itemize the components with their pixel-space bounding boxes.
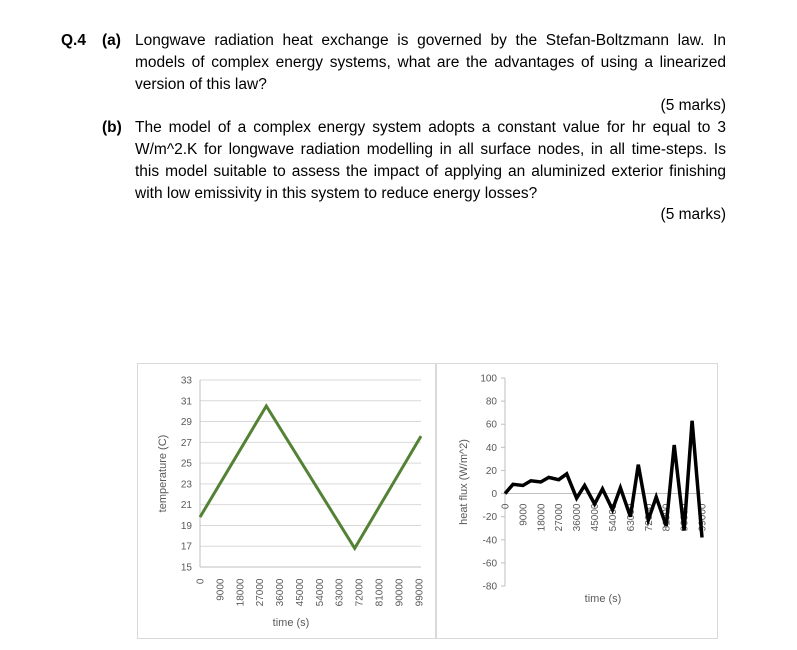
temperature-chart-ytick-label: 21 [180,500,192,512]
temperature-chart-ytick-label: 27 [180,437,192,449]
temperature-chart-xtick-label: 81000 [374,578,386,607]
temperature-chart-series-line [200,406,421,548]
part-a-text: Longwave radiation heat exchange is governed by the Stefan-Boltzmann law. In models of complex energy systems, what are the advantages of using a linearized version of this law? [135,32,726,93]
part-b-text: The model of a complex energy system adopts a constant value for hr equal to 3 W/m^2.K for longwave radiation modelling in all surface nodes, in all time-steps. Is this model suitable to assess the impact of applying an aluminized exterior finishing with low emissivity in this system to reduce energy losses? [135,119,726,202]
temperature-chart-xtick-label: 90000 [394,578,406,607]
temperature-chart-ytick-label: 23 [180,479,192,491]
part-b-label: (b) [102,119,122,136]
temperature-chart-xtick-label: 99000 [414,578,426,607]
heat-flux-chart-ytick-label: 40 [485,442,497,454]
temperature-chart-ytick-label: 25 [180,458,192,470]
temperature-chart-xtick-label: 27000 [255,578,267,607]
heat-flux-chart-ytick-label: -20 [482,512,497,524]
temperature-chart-xtick-label: 9000 [215,578,227,601]
part-a-label: (a) [102,32,121,49]
heat-flux-chart-ytick-label: -60 [482,558,497,570]
heat-flux-chart-y-axis-label: heat flux (W/m^2) [458,439,470,525]
temperature-chart-xtick-label: 0 [195,578,207,585]
temperature-chart-y-axis-label: temperature (C) [157,434,169,513]
temperature-chart-svg [138,364,435,638]
heat-flux-chart-xtick-label: 90000 [679,503,691,532]
temperature-chart-xtick-label: 18000 [235,578,247,607]
temperature-chart-xtick-label: 72000 [354,578,366,607]
temperature-chart-ytick-label: 15 [180,562,192,574]
question-number: Q.4 [61,32,86,49]
heat-flux-chart-ytick-label: 80 [485,396,497,408]
heat-flux-chart-xtick-label: 18000 [536,503,548,532]
part-a-marks: (5 marks) [660,97,726,114]
heat-flux-chart-ytick-label: 20 [485,465,497,477]
heat-flux-chart-svg [437,364,717,638]
heat-flux-chart-xtick-label: 72000 [643,503,655,532]
temperature-chart-xtick-label: 63000 [334,578,346,607]
heat-flux-chart-ytick-label: 100 [480,373,497,385]
heat-flux-chart-xtick-label: 54000 [607,503,619,532]
heat-flux-chart-xtick-label: 81000 [661,503,673,532]
heat-flux-chart-ytick-label: -80 [482,581,497,593]
temperature-chart-x-axis-label: time (s) [272,617,310,629]
heat-flux-chart-x-axis-label: time (s) [584,593,622,605]
heat-flux-chart-xtick-label: 27000 [554,503,566,532]
temperature-chart-ytick-label: 31 [180,396,192,408]
heat-flux-chart-xtick-label: 99000 [697,503,709,532]
temperature-chart-xtick-label: 45000 [294,578,306,607]
heat-flux-chart-xtick-label: 45000 [590,503,602,532]
heat-flux-chart-ytick-label: 60 [485,419,497,431]
temperature-chart-ytick-label: 29 [180,417,192,429]
heat-flux-chart-ytick-label: -40 [482,535,497,547]
temperature-chart-ytick-label: 33 [180,375,192,387]
part-b-marks: (5 marks) [660,206,726,223]
heat-flux-chart-xtick-label: 0 [500,503,512,510]
temperature-chart [137,363,436,639]
temperature-chart-ytick-label: 19 [180,520,192,532]
temperature-chart-xtick-label: 36000 [275,578,287,607]
heat-flux-chart [436,363,718,639]
heat-flux-chart-xtick-label: 36000 [572,503,584,532]
heat-flux-chart-xtick-label: 63000 [625,503,637,532]
temperature-chart-ytick-label: 17 [180,541,192,553]
heat-flux-chart-xtick-label: 9000 [518,503,530,526]
temperature-chart-xtick-label: 54000 [314,578,326,607]
heat-flux-chart-ytick-label: 0 [491,489,497,501]
